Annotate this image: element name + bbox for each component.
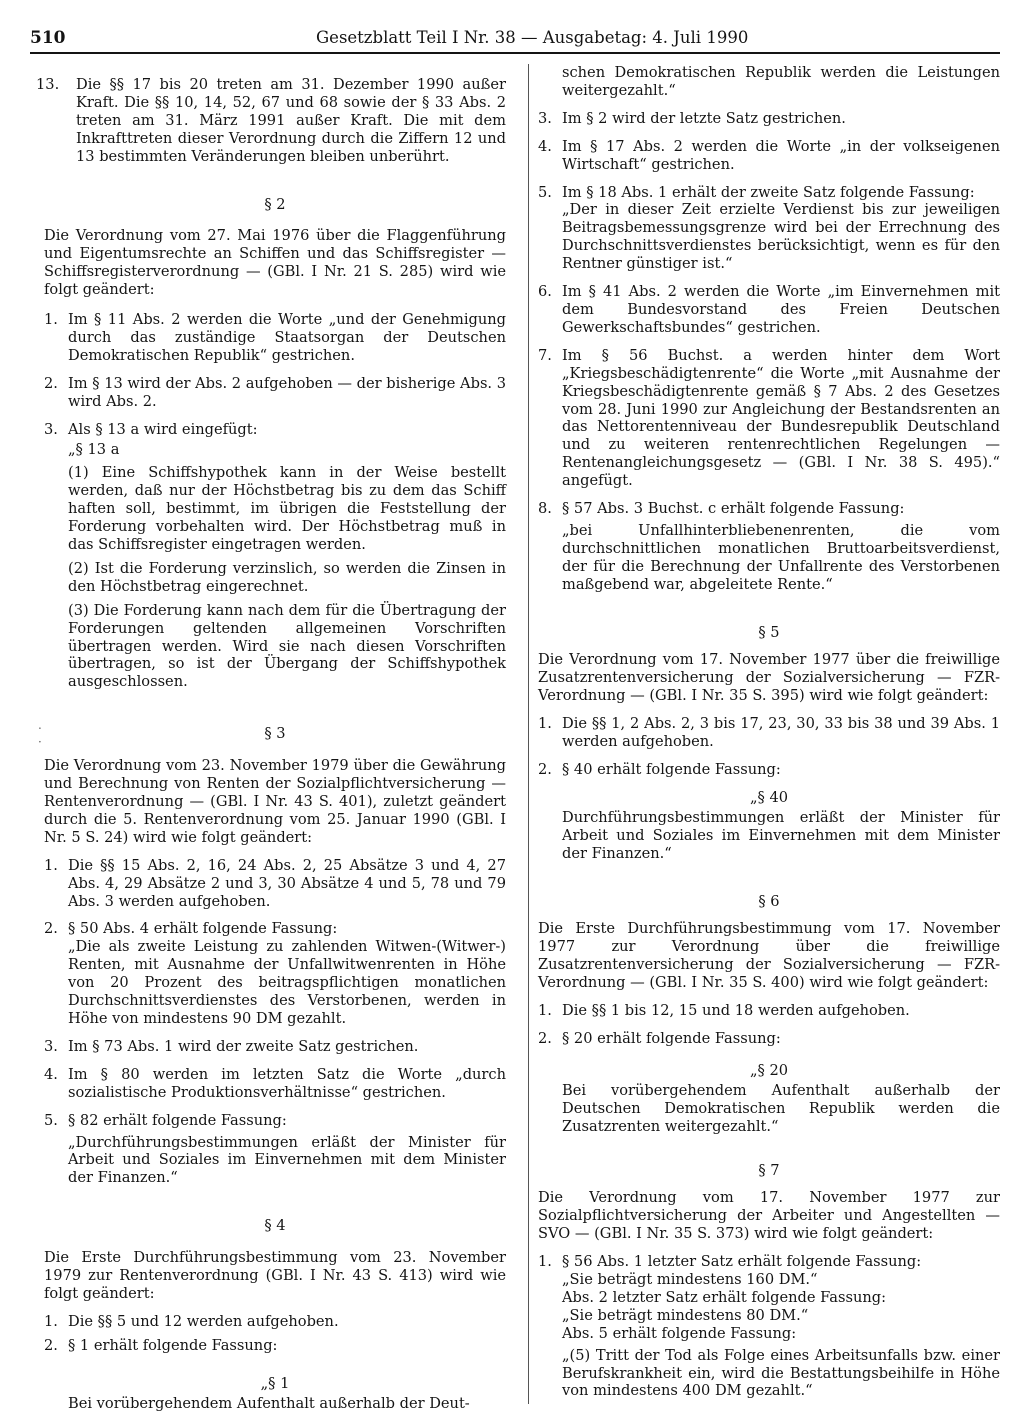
item-text: Im § 41 Abs. 2 werden die Worte „im Einvernehmen mit dem Bundesvorstand des Freien Deutschen Gewerkschaftsbundes“ gestrichen. (562, 283, 1000, 336)
section-intro: Die Verordnung vom 27. Mai 1976 über die Flaggenführung und Eigentumsrechte an Schiffen und das Schiffsregister — Schiffsregisterverordnung — (GBl. I Nr. 21 S. 285) wird wie folgt geändert: (44, 227, 506, 299)
item-text: Die §§ 1 bis 12, 15 und 18 werden aufgehoben. (562, 1002, 910, 1020)
quote-paragraph: „(5) Tritt der Tod als Folge eines Arbeitsunfalls bzw. einer Berufskrankheit ein, wird die Bestattungsbeihilfe in Höhe von mindestens 400 DM gezahlt.“ (562, 1346, 1000, 1400)
list-item: 6. Im § 41 Abs. 2 werden die Worte „im Einvernehmen mit dem Bundesvorstand des Freien Deutschen Gewerkschaftsbundes“ gestrichen. (538, 283, 1000, 336)
page-number: 510 (30, 28, 66, 48)
list-item: 1. Die §§ 1, 2 Abs. 2, 3 bis 17, 23, 30, 33 bis 38 und 39 Abs. 1 werden aufgehoben. (538, 715, 1000, 751)
margin-mark: · (38, 735, 42, 749)
item-text: Im § 2 wird der letzte Satz gestrichen. (562, 109, 846, 127)
list-item: 3. Im § 73 Abs. 1 wird der zweite Satz gestrichen. (44, 1038, 506, 1056)
list-item: 2. § 40 erhält folgende Fassung: (538, 761, 1000, 779)
item-text: Die §§ 1, 2 Abs. 2, 3 bis 17, 23, 30, 33 bis 38 und 39 Abs. 1 werden aufgehoben. (562, 715, 1000, 751)
quote-paragraph: „Sie beträgt mindestens 80 DM.“ (562, 1306, 809, 1324)
item-text: § 50 Abs. 4 erhält folgende Fassung: (68, 920, 338, 938)
list-item (36, 76, 506, 166)
item-text: Im § 17 Abs. 2 werden die Worte „in der volkseigenen Wirtschaft“ gestrichen. (562, 137, 1000, 173)
quote-paragraph: „Die als zweite Leistung zu zahlenden Witwen-(Witwer-) Renten, mit Ausnahme der Unfallwitwenrenten in Höhe von 20 Prozent des beitragspflichtigen monatlichen Durchschnittsverdienstes des Verstorbenen, werden in Höhe von mindestens 90 DM gezahlt. (68, 938, 506, 1027)
list-item: 2. § 50 Abs. 4 erhält folgende Fassung: (44, 920, 506, 938)
section-heading: § 3 (264, 725, 286, 743)
item-text: Im § 73 Abs. 1 wird der zweite Satz gestrichen. (68, 1037, 419, 1055)
list-item: 2. § 20 erhält folgende Fassung: (538, 1030, 1000, 1048)
list-item: 2. § 1 erhält folgende Fassung: (44, 1337, 506, 1355)
quote-paragraph: „Durchführungsbestimmungen erläßt der Minister für Arbeit und Soziales im Einvernehmen mit dem Minister der Finanzen.“ (68, 1133, 506, 1187)
item-text: Im § 13 wird der Abs. 2 aufgehoben — der bisherige Abs. 3 wird Abs. 2. (68, 374, 506, 410)
item-number: 13. (36, 76, 60, 93)
quote-paragraph: „bei Unfallhinterbliebenenrenten, die vom durchschnittlichen monatlichen Bruttoarbeitsverdienst, der für die Berechnung der Unfallrente des Verstorbenen maßgebend war, abgeleitete Rente.“ (562, 521, 1000, 593)
item-text: § 1 erhält folgende Fassung: (68, 1336, 278, 1354)
section-intro: Die Verordnung vom 23. November 1979 über die Gewährung und Berechnung von Renten der Sozialpflichtversicherung — Rentenverordnung — (GBl. I Nr. 43 S. 401), zuletzt geändert durch die 5. Rentenverordnung vom 25. Januar 1990 (GBl. I Nr. 5 S. 24) wird wie folgt geändert: (44, 757, 506, 846)
list-item: 8. § 57 Abs. 3 Buchst. c erhält folgende Fassung: (538, 500, 1000, 518)
item-text: Als § 13 a wird eingefügt: (68, 420, 258, 438)
page-header (30, 28, 1000, 54)
list-item: 1. Die §§ 1 bis 12, 15 und 18 werden aufgehoben. (538, 1002, 1000, 1020)
quote-paragraph: Bei vorübergehendem Aufenthalt außerhalb der Deutschen Demokratischen Republik werden die Zusatzrenten weitergezahlt.“ (562, 1081, 1000, 1135)
section-heading: § 7 (758, 1161, 780, 1179)
item-text: § 57 Abs. 3 Buchst. c erhält folgende Fassung: (562, 500, 905, 518)
quote-heading: „§ 1 (260, 1374, 290, 1392)
section-heading: § 5 (758, 623, 780, 641)
margin-mark: . (38, 718, 42, 732)
list-item: 3. Als § 13 a wird eingefügt: (44, 421, 506, 439)
quote-paragraph: (1) Eine Schiffshypothek kann in der Weise bestellt werden, daß nur der Höchstbetrag bis zu dem das Schiff haften soll, bestimmt, im übrigen die Feststellung der Forderung vorbehalten wird. Der Höchstbetrag muß in das Schiffsregister eingetragen werden. (68, 464, 506, 554)
section-heading: § 4 (264, 1217, 286, 1235)
item-line: Abs. 5 erhält folgende Fassung: (562, 1324, 797, 1342)
section-intro: Die Erste Durchführungsbestimmung vom 23. November 1979 zur Rentenverordnung (GBl. I Nr. 43 S. 413) wird wie folgt geändert: (44, 1249, 506, 1302)
item-text: § 20 erhält folgende Fassung: (562, 1029, 781, 1047)
item-text: Im § 80 werden im letzten Satz die Worte „durch sozialistische Produktionsverhältnisse“ gestrichen. (68, 1065, 506, 1101)
quote-paragraph: „Der in dieser Zeit erzielte Verdienst bis zur jeweiligen Beitragsbemessungsgrenze wird bei der Errechnung des Durchschnittsverdienstes berücksichtigt, wenn es für den Rentner günstiger ist.“ (562, 201, 1000, 273)
list-item: 3. Im § 2 wird der letzte Satz gestrichen. (538, 110, 1000, 128)
quote-paragraph: „Sie beträgt mindestens 160 DM.“ (562, 1271, 818, 1289)
list-item: 1. Die §§ 5 und 12 werden aufgehoben. (44, 1313, 506, 1331)
column-divider (528, 64, 529, 1404)
list-item: 4. Im § 17 Abs. 2 werden die Worte „in der volkseigenen Wirtschaft“ gestrichen. (538, 137, 1000, 173)
item-text: Im § 56 Buchst. a werden hinter dem Wort „Kriegsbeschädigtenrente“ die Worte „mit Ausnahme der Kriegsbeschädigtenrente gemäß § 7 Abs. 2 des Gesetzes vom 28. Juni 1990 zur Angleichung der Bestandsrenten an das Nettorentenniveau der Bundesrepublik Deutschland und zu weiteren rentenrechtlichen Regelungen — Rentenangleichungsgesetz — (GBl. I Nr. 38 S. 495).“ angefügt. (562, 346, 1000, 490)
item-text: Im § 18 Abs. 1 erhält der zweite Satz folgende Fassung: (562, 183, 975, 201)
item-text: § 40 erhält folgende Fassung: (562, 761, 781, 778)
quote-paragraph: Bei vorübergehendem Aufenthalt außerhalb der Deut- (68, 1394, 470, 1412)
list-item: 2. Im § 13 wird der Abs. 2 aufgehoben — der bisherige Abs. 3 wird Abs. 2. (44, 374, 506, 410)
item-text: Im § 11 Abs. 2 werden die Worte „und der Genehmigung durch das zuständige Staatsorgan der Deutschen Demokratischen Republik“ gestrichen. (68, 311, 506, 364)
section-intro: Die Erste Durchführungsbestimmung vom 17. November 1977 zur Verordnung über die freiwillige Zusatzrentenversicherung der Sozialversicherung — FZR-Verordnung — (GBl. I Nr. 35 S. 400) wird wie folgt geändert: (538, 920, 1000, 992)
item-text: Die §§ 17 bis 20 treten am 31. Dezember 1990 außer Kraft. Die §§ 10, 14, 52, 67 und 68 sowie der § 33 Abs. 2 treten am 31. März 1991 außer Kraft. Die mit dem Inkrafttreten dieser Verordnung durch die Ziffern 12 und 13 bestimmten Veränderungen bleiben unberührt. (76, 76, 506, 165)
item-line: Abs. 2 letzter Satz erhält folgende Fassung: (562, 1288, 887, 1306)
quote-paragraph: (2) Ist die Forderung verzinslich, so werden die Zinsen in den Höchstbetrag eingerechnet. (68, 559, 506, 595)
list-item: 4. Im § 80 werden im letzten Satz die Worte „durch sozialistische Produktionsverhältnisse“ gestrichen. (44, 1065, 506, 1101)
section-heading: § 6 (758, 892, 780, 910)
item-text: § 82 erhält folgende Fassung: (68, 1111, 287, 1129)
item-text: Die §§ 15 Abs. 2, 16, 24 Abs. 2, 25 Absätze 3 und 4, 27 Abs. 4, 29 Absätze 2 und 3, 30 Absätze 4 und 5, 78 und 79 Abs. 3 werden aufgehoben. (68, 856, 506, 910)
list-item: 5. § 82 erhält folgende Fassung: (44, 1112, 506, 1130)
quote-heading: „§ 13 a (68, 440, 120, 458)
quote-paragraph: (3) Die Forderung kann nach dem für die Übertragung der Forderungen geltenden allgemeinen Vorschriften übertragen werden. Wird sie nach diesen Vorschriften übertragen, so ist der Übergang der Schiffshypothek ausgeschlossen. (68, 601, 506, 691)
left-column (36, 76, 506, 1412)
section-intro: Die Verordnung vom 17. November 1977 zur Sozialpflichtversicherung der Arbeiter und Angestellten — SVO — (GBl. I Nr. 35 S. 373) wird wie folgt geändert: (538, 1189, 1000, 1243)
list-item: 1. § 56 Abs. 1 letzter Satz erhält folgende Fassung: (538, 1253, 1000, 1271)
list-item: 1. Die §§ 15 Abs. 2, 16, 24 Abs. 2, 25 Absätze 3 und 4, 27 Abs. 4, 29 Absätze 2 und 3, 30 Absätze 4 und 5, 78 und 79 Abs. 3 werden aufgehoben. (44, 856, 506, 910)
item-text: § 56 Abs. 1 letzter Satz erhält folgende Fassung: (562, 1253, 922, 1271)
list-item: 1. Im § 11 Abs. 2 werden die Worte „und der Genehmigung durch das zuständige Staatsorgan der Deutschen Demokratischen Republik“ gestrichen. (44, 311, 506, 364)
list-item: 7. Im § 56 Buchst. a werden hinter dem Wort „Kriegsbeschädigtenrente“ die Worte „mit Ausnahme der Kriegsbeschädigtenrente gemäß § 7 Abs. 2 des Gesetzes vom 28. Juni 1990 zur Angleichung der Bestandsrenten an das Nettorentenniveau der Bundesrepublik Deutschland und zu weiteren rentenrechtlichen Regelungen — Rentenangleichungsgesetz — (GBl. I Nr. 38 S. 495).“ angefügt. (538, 346, 1000, 490)
quote-heading: „§ 20 (749, 1061, 789, 1079)
quote-heading: „§ 40 (749, 788, 789, 806)
section-intro: Die Verordnung vom 17. November 1977 über die freiwillige Zusatzrentenversicherung der Sozialversicherung — FZR-Verordnung — (GBl. I Nr. 35 S. 395) wird wie folgt geändert: (538, 651, 1000, 705)
item-text: Die §§ 5 und 12 werden aufgehoben. (68, 1312, 339, 1330)
section-heading: § 2 (264, 195, 286, 213)
right-column (538, 64, 1000, 1400)
header-title: Gesetzblatt Teil I Nr. 38 — Ausgabetag: 4. Juli 1990 (316, 28, 749, 47)
list-item: 5. Im § 18 Abs. 1 erhält der zweite Satz folgende Fassung: (538, 184, 1000, 202)
quote-paragraph: Durchführungsbestimmungen erläßt der Minister für Arbeit und Soziales im Einvernehmen mit dem Minister der Finanzen.“ (562, 808, 1000, 862)
continued-text: schen Demokratischen Republik werden die Leistungen weitergezahlt.“ (562, 64, 1000, 99)
